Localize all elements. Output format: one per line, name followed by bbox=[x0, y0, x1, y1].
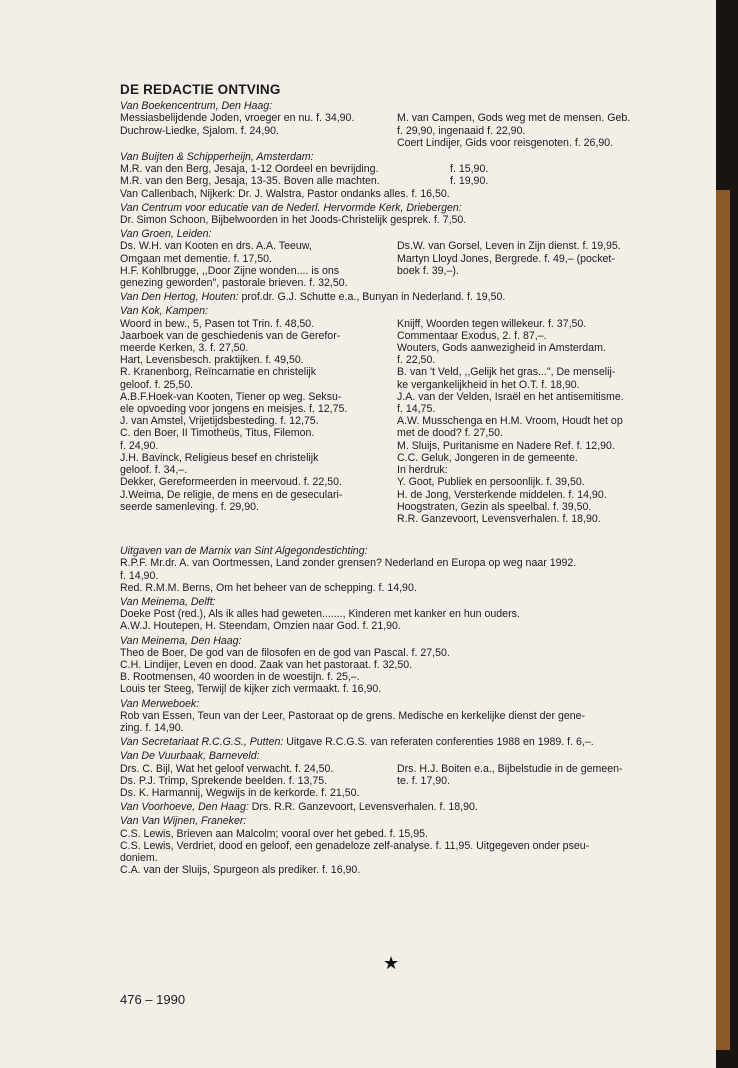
price-column bbox=[450, 163, 660, 187]
entry-text: prof.dr. G.J. Schutte e.a., Bunyan in Nederland. f. 19,50. bbox=[238, 291, 506, 304]
publisher-heading bbox=[120, 100, 660, 112]
entry-line: Martyn Lloyd Jones, Bergrede. f. 49,– (pocket- bbox=[397, 252, 615, 265]
entry-line: ele opvoeding voor jongens en meisjes. f. 12,75. bbox=[120, 403, 348, 416]
publisher-heading bbox=[120, 228, 660, 240]
publisher-name: Van Van Wijnen, Franeker: bbox=[120, 815, 247, 828]
entry-line: Hart, Levensbesch. praktijken. f. 49,50. bbox=[120, 354, 304, 367]
publisher-list-part1 bbox=[120, 100, 660, 525]
entry-line: Ds. K. Harmannij, Wegwijs in de kerkorde. f. 21,50. bbox=[120, 786, 360, 799]
entry-line: Omgaan met dementie. f. 17,50. bbox=[120, 252, 272, 265]
entry-line: Commentaar Exodus, 2. f. 87,–. bbox=[397, 329, 547, 342]
two-column-entries bbox=[120, 163, 660, 187]
left-column bbox=[120, 240, 397, 289]
publisher-name: Van Merweboek: bbox=[120, 697, 200, 710]
entry-line: R.R. Ganzevoort, Levensverhalen. f. 18,90. bbox=[397, 512, 601, 525]
entry-line: A.W.J. Houtepen, H. Steendam, Omzien naar God. f. 21,90. bbox=[120, 620, 401, 633]
entry-line: Dekker, Gereformeerden in meervoud. f. 22,50. bbox=[120, 476, 342, 489]
entry-line: Ds.W. van Gorsel, Leven in Zijn dienst. f. 19,95. bbox=[397, 240, 621, 253]
entry-line: B. Rootmensen, 40 woorden in de woestijn. f. 25,–. bbox=[120, 671, 360, 684]
entry-line: M.R. van den Berg, Jesaja, 1-12 Oordeel en bevrijding. bbox=[120, 163, 379, 176]
publisher-name: Van De Vuurbaak, Barneveld: bbox=[120, 750, 260, 763]
publisher-name: Van Meinema, Den Haag: bbox=[120, 634, 242, 647]
entry-line: geloof. f. 34,–. bbox=[120, 464, 188, 477]
publisher-heading bbox=[120, 736, 660, 748]
entry-line: geloof. f. 25,50. bbox=[120, 378, 194, 391]
entry-line: Duchrow-Liedke, Sjalom. f. 24,90. bbox=[120, 124, 279, 137]
publisher-name: Van Centrum voor educatie van de Nederl. Hervormde Kerk, Driebergen: bbox=[120, 201, 462, 214]
entry-line: Drs. H.J. Boiten e.a., Bijbelstudie in de gemeen- bbox=[397, 762, 623, 775]
entry-line: J.H. Bavinck, Religieus besef en christelijk bbox=[120, 451, 319, 464]
entry-line: f. 14,90. bbox=[120, 569, 159, 582]
entry-line: meerde Kerken, 3. f. 27,50. bbox=[120, 342, 249, 355]
entry-line: J. van Amstel, Vrijetijdsbesteding. f. 12,75. bbox=[120, 415, 319, 428]
publisher-heading bbox=[120, 815, 660, 827]
entry-line: f. 14,75. bbox=[397, 403, 436, 416]
entry-line: ke vergankelijkheid in het O.T. f. 18,90. bbox=[397, 378, 580, 391]
entry-line: B. van 't Veld, ,,Gelijk het gras...", De menselij- bbox=[397, 366, 616, 379]
entry-line: R.P.F. Mr.dr. A. van Oortmessen, Land zonder grensen? Nederland en Europa op weg naar 1992. bbox=[120, 557, 577, 570]
publisher-name: Van Den Hertog, Houten: bbox=[120, 291, 239, 304]
entry-line: f. 24,90. bbox=[120, 439, 159, 452]
entry-line: Theo de Boer, De god van de filosofen en de god van Pascal. f. 27,50. bbox=[120, 646, 450, 659]
entry-line: Rob van Essen, Teun van der Leer, Pastoraat op de grens. Medische en kerkelijke dienst der gene- bbox=[120, 709, 586, 722]
entry-line: C. den Boer, II Timotheüs, Titus, Filemon. bbox=[120, 427, 315, 440]
entry-line: doniem. bbox=[120, 851, 158, 864]
right-column bbox=[397, 318, 660, 525]
entry-line: Ds. P.J. Trimp, Sprekende beelden. f. 13,75. bbox=[120, 774, 328, 787]
two-column-entries bbox=[120, 318, 660, 525]
entry-line: f. 22,50. bbox=[397, 354, 436, 367]
publisher-name: Van Groen, Leiden: bbox=[120, 228, 212, 241]
entry-line: boek f. 39,–). bbox=[397, 264, 459, 277]
publisher-name: Van Meinema, Delft: bbox=[120, 595, 216, 608]
entry-line: f. 15,90. bbox=[450, 163, 489, 176]
two-column-entries bbox=[120, 240, 660, 289]
two-column-entries bbox=[120, 763, 660, 800]
entry-line: H. de Jong, Versterkende middelen. f. 14,90. bbox=[397, 488, 607, 501]
entry-line: M. van Campen, Gods weg met de mensen. Geb. bbox=[397, 112, 631, 125]
entry-line: C.C. Geluk, Jongeren in de gemeente. bbox=[397, 451, 578, 464]
entry-line: f. 29,90, ingenaaid f. 22,90. bbox=[397, 124, 526, 137]
entry-line: Y. Goot, Publiek en persoonlijk. f. 39,50. bbox=[397, 476, 585, 489]
publisher-heading bbox=[120, 305, 660, 317]
star-ornament: ★ bbox=[383, 953, 400, 973]
entry-line: f. 19,90. bbox=[450, 175, 489, 188]
book-spine-strip bbox=[716, 190, 730, 1050]
entry-line: Dr. Simon Schoon, Bijbelwoorden in het Joods-Christelijk gesprek. f. 7,50. bbox=[120, 214, 467, 227]
publisher-name: Van Boekencentrum, Den Haag: bbox=[120, 100, 273, 113]
entry-line: Doeke Post (red.), Als ik alles had geweten......., Kinderen met kanker en hun ouders. bbox=[120, 608, 520, 621]
publisher-heading bbox=[120, 151, 660, 163]
entry-line: A.B.F.Hoek-van Kooten, Tiener op weg. Seksu- bbox=[120, 390, 342, 403]
main-content bbox=[120, 84, 660, 876]
entry-line: C.A. van der Sluijs, Spurgeon als prediker. f. 16,90. bbox=[120, 864, 361, 877]
left-column bbox=[120, 163, 450, 187]
entry-line: C.S. Lewis, Verdriet, dood en geloof, een genadeloze zelf-analyse. f. 11,95. Uitgegeven onder pseu- bbox=[120, 839, 590, 852]
publisher-name: Van Voorhoeve, Den Haag: bbox=[120, 801, 249, 814]
page-heading: DE REDACTIE ONTVING bbox=[120, 82, 281, 97]
entry-line: Jaarboek van de geschiedenis van de Gerefor- bbox=[120, 329, 341, 342]
entry-line: Knijff, Woorden tegen willekeur. f. 37,50. bbox=[397, 317, 587, 330]
entry-line: Hoogstraten, Gezin als speelbal. f. 39,50. bbox=[397, 500, 592, 513]
publisher-heading bbox=[120, 750, 660, 762]
right-column bbox=[397, 763, 660, 800]
publisher-heading bbox=[120, 635, 660, 647]
publisher-name: Van Secretariaat R.C.G.S., Putten: bbox=[120, 736, 284, 749]
entry-line: R. Kranenborg, Reïncarnatie en christelijk bbox=[120, 366, 317, 379]
publisher-list-part2 bbox=[120, 545, 660, 876]
entry-line: Woord in bew., 5, Pasen tot Trin. f. 48,50. bbox=[120, 317, 315, 330]
publisher-heading bbox=[120, 202, 660, 214]
publisher-name: Van Buijten & Schipperheijn, Amsterdam: bbox=[120, 151, 314, 164]
entry-line: C.H. Lindijer, Leven en dood. Zaak van het pastoraat. f. 32,50. bbox=[120, 658, 413, 671]
publisher-heading bbox=[120, 291, 660, 303]
left-column bbox=[120, 318, 397, 525]
right-column bbox=[397, 112, 660, 149]
entry-line: met de dood? f. 27,50. bbox=[397, 427, 504, 440]
left-column bbox=[120, 763, 397, 800]
right-column bbox=[397, 240, 660, 289]
entry-line: genezing geworden", pastorale brieven. f. 32,50. bbox=[120, 277, 348, 290]
left-column bbox=[120, 112, 397, 149]
publisher-heading bbox=[120, 596, 660, 608]
entry-line: Coert Lindijer, Gids voor reisgenoten. f. 26,90. bbox=[397, 136, 614, 149]
entry-line: te. f. 17,90. bbox=[397, 774, 451, 787]
entry-line: Messiasbelijdende Joden, vroeger en nu. f. 34,90. bbox=[120, 112, 355, 125]
entry-line: M. Sluijs, Puritanisme en Nadere Ref. f. 12,90. bbox=[397, 439, 615, 452]
entry-line: J.Weima, De religie, de mens en de geseculari- bbox=[120, 488, 343, 501]
publisher-heading bbox=[120, 801, 660, 813]
entry-line: zing. f. 14,90. bbox=[120, 721, 184, 734]
entry-line: A.W. Musschenga en H.M. Vroom, Houdt het op bbox=[397, 415, 623, 428]
two-column-entries bbox=[120, 112, 660, 149]
entry-line: In herdruk: bbox=[397, 464, 448, 477]
entry-line: Wouters, Gods aanwezigheid in Amsterdam. bbox=[397, 342, 606, 355]
entry-line: C.S. Lewis, Brieven aan Malcolm; vooral over het gebed. f. 15,95. bbox=[120, 827, 428, 840]
publisher-heading bbox=[120, 545, 660, 557]
entry-line: Drs. C. Bijl, Wat het geloof verwacht. f. 24,50. bbox=[120, 762, 334, 775]
publisher-name: Uitgaven van de Marnix van Sint Algegondestichting: bbox=[120, 545, 368, 558]
entry-line: seerde samenleving. f. 29,90. bbox=[120, 500, 259, 513]
publisher-name: Van Kok, Kampen: bbox=[120, 305, 208, 318]
entry-line: Louis ter Steeg, Terwijl de kijker zich vermaakt. f. 16,90. bbox=[120, 683, 382, 696]
entry-line: J.A. van der Velden, Israël en het antisemitisme. bbox=[397, 390, 624, 403]
entry-text: Drs. R.R. Ganzevoort, Levensverhalen. f. 18,90. bbox=[248, 801, 478, 814]
entry-line: H.F. Kohlbrugge, ,,Door Zijne wonden.... is ons bbox=[120, 264, 340, 277]
entry-line: Red. R.M.M. Berns, Om het beheer van de schepping. f. 14,90. bbox=[120, 581, 417, 594]
entry-text: Uitgave R.C.G.S. van referaten conferenties 1988 en 1989. f. 6,–. bbox=[283, 736, 594, 749]
entry-line: Ds. W.H. van Kooten en drs. A.A. Teeuw, bbox=[120, 240, 312, 253]
entry-line: Van Callenbach, Nijkerk: Dr. J. Walstra, Pastor ondanks alles. f. 16,50. bbox=[120, 187, 450, 200]
page-number: 476 – 1990 bbox=[120, 992, 186, 1007]
entry-line: M.R. van den Berg, Jesaja, 13-35. Boven alle machten. bbox=[120, 175, 380, 188]
publisher-heading bbox=[120, 698, 660, 710]
